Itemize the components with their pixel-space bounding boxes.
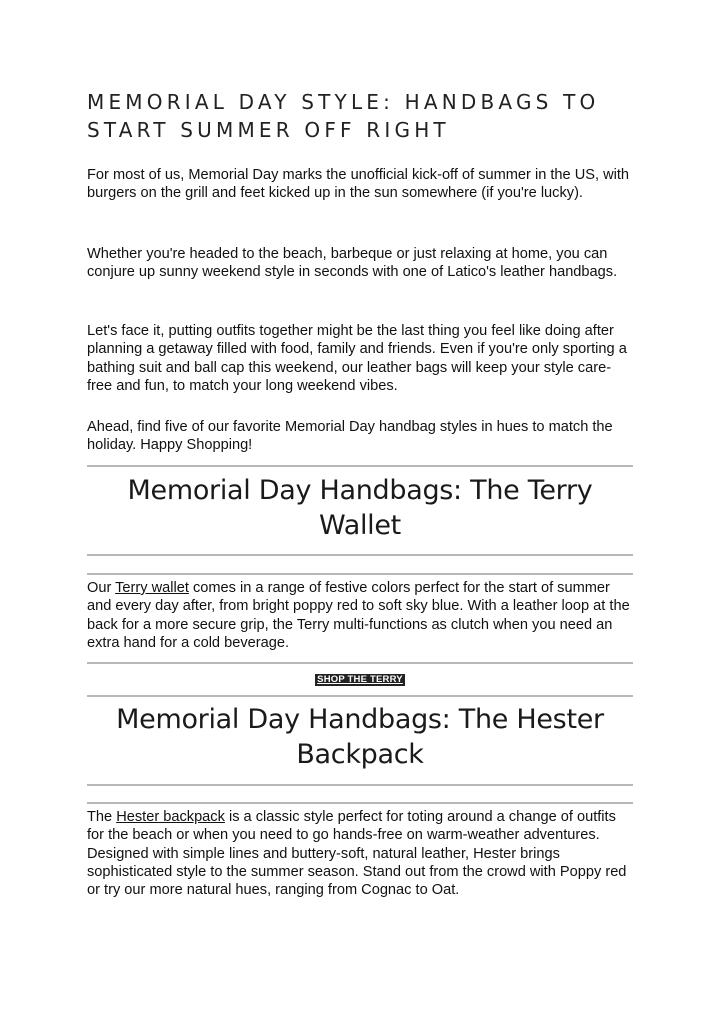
intro-paragraph-2: Whether you're headed to the beach, barbeque or just relaxing at home, you can conjure up sunny weekend style in seconds with one of Latico's leather handbags. <box>87 246 618 281</box>
intro-paragraph-1: For most of us, Memorial Day marks the unofficial kick-off of summer in the US, with burgers on the grill and feet kicked up in the sun somewhere (if you're lucky). <box>87 167 630 202</box>
section-heading-hester: Memorial Day Handbags: The Hester Backpack <box>116 704 604 770</box>
body-suffix: comes in a range of festive colors perfect for the start of summer and every day after, from bright poppy red to soft sky blue. With a leather loop at the back for a more secure grip, the Terry multi-functions as clutch when you need an extra hand for a cold beverage. <box>87 580 630 651</box>
section-heading-terry: Memorial Day Handbags: The Terry Wallet <box>127 475 593 541</box>
divider <box>87 573 633 575</box>
hester-backpack-link[interactable]: Hester backpack <box>116 809 225 825</box>
body-prefix: Our <box>87 580 116 596</box>
body-prefix: The <box>87 809 117 825</box>
intro-paragraph-4: Ahead, find five of our favorite Memorial Day handbag styles in hues to match the holiday. Happy Shopping! <box>87 419 613 454</box>
section-body-terry <box>87 579 635 652</box>
intro-paragraph-3: Let's face it, putting outfits together might be the last thing you feel like doing after planning a getaway filled with food, family and friends. Even if you're only sporting a bathing suit and ball cap this weekend, our leather bags will keep your style care-free and fun, to match your long weekend vibes. <box>87 323 627 394</box>
divider <box>87 662 633 664</box>
divider <box>87 784 633 786</box>
divider <box>87 802 633 804</box>
body-suffix: is a classic style perfect for toting around a change of outfits for the beach or when you need to go hands-free on warm-weather adventures. Designed with simple lines and buttery-soft, natural leather, Hester brings sophisticated style to the summer season. Stand out from the crowd with Poppy red or try our more natural hues, ranging from Cognac to Oat. <box>87 809 627 899</box>
article-title: MEMORIAL DAY STYLE: HANDBAGS TO START SUMMER OFF RIGHT <box>87 90 600 142</box>
shop-button-wrap <box>87 669 633 687</box>
divider <box>87 465 633 467</box>
terry-wallet-link[interactable]: Terry wallet <box>115 580 189 596</box>
divider <box>87 695 633 697</box>
section-body-hester <box>87 808 635 899</box>
shop-the-terry-button[interactable]: SHOP THE TERRY <box>317 674 403 685</box>
divider <box>87 554 633 556</box>
